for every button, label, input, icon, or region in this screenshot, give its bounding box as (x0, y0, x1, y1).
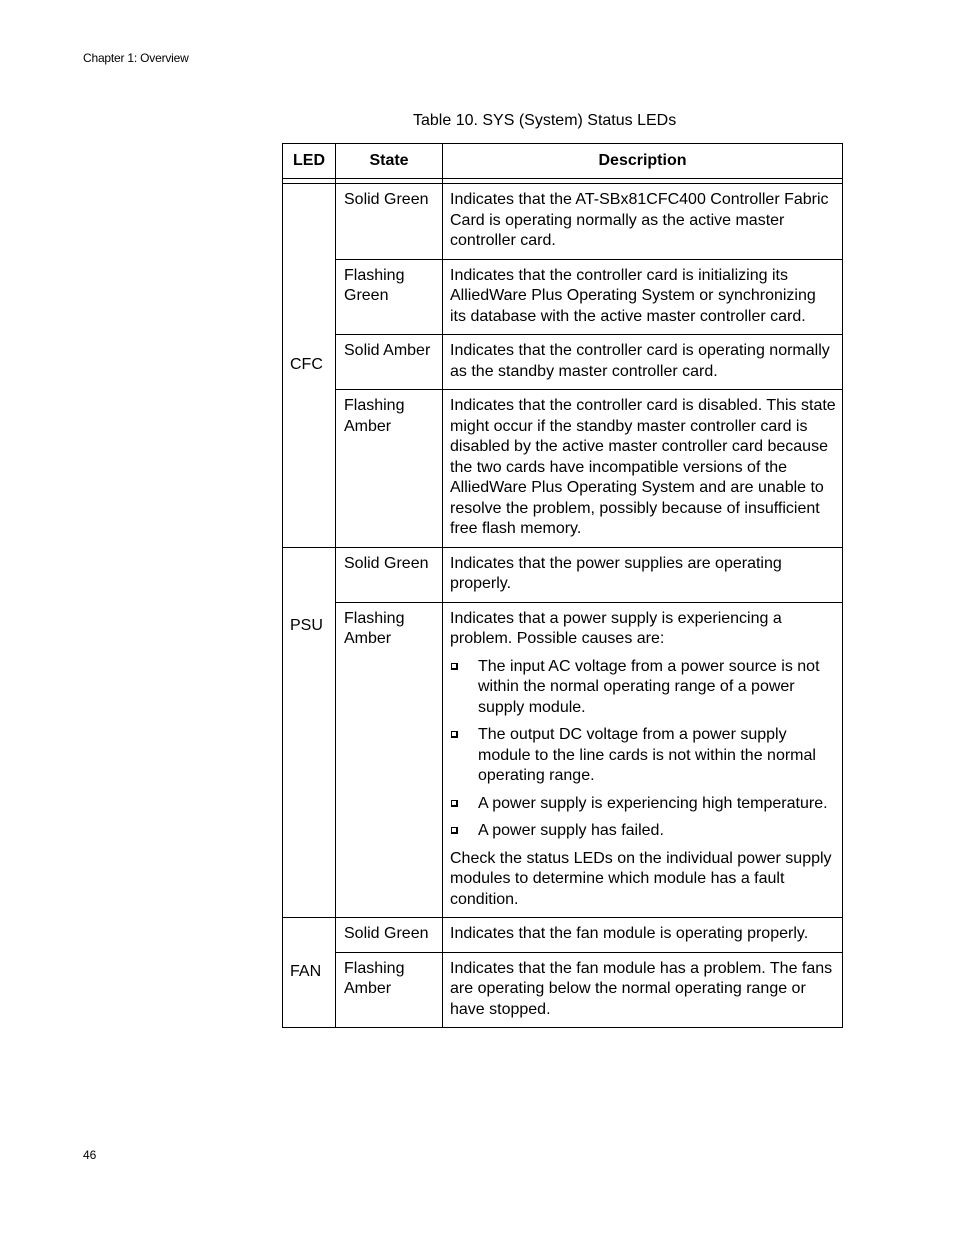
description-cell (443, 602, 843, 918)
checkbox-bullet-icon (451, 663, 458, 670)
checkbox-bullet-icon (451, 731, 458, 738)
table-row (283, 184, 843, 260)
table-row (283, 335, 843, 390)
table-row (283, 259, 843, 335)
state-cell: Flashing Amber (336, 602, 443, 918)
table-row (283, 547, 843, 602)
table-caption: Table 10. SYS (System) Status LEDs (413, 112, 677, 129)
list-item-text: The input AC voltage from a power source is not within the normal operating range of a power supply module. (478, 657, 820, 716)
table-row (283, 918, 843, 953)
description-cell: Indicates that the controller card is initializing its AlliedWare Plus Operating System or synchronizing its database with the active master controller card. (443, 259, 843, 335)
state-cell: Solid Green (336, 547, 443, 602)
state-cell: Flashing Amber (336, 390, 443, 548)
possible-causes-list (450, 657, 836, 842)
description-cell: Indicates that the power supplies are operating properly. (443, 547, 843, 602)
column-header-led: LED (283, 144, 336, 179)
sys-status-led-table (282, 143, 843, 1028)
description-intro: Indicates that a power supply is experiencing a problem. Possible causes are: (450, 609, 782, 647)
page-number: 46 (83, 1148, 97, 1162)
list-item-text: A power supply is experiencing high temperature. (478, 794, 828, 812)
state-cell: Flashing Green (336, 259, 443, 335)
list-item-text: The output DC voltage from a power supply module to the line cards is not within the normal operating range. (478, 726, 816, 784)
list-item (450, 794, 836, 815)
state-cell: Solid Green (336, 184, 443, 260)
table-row (283, 390, 843, 548)
list-item (450, 821, 836, 842)
checkbox-bullet-icon (451, 800, 458, 807)
state-cell: Solid Amber (336, 335, 443, 390)
state-cell: Solid Green (336, 918, 443, 953)
description-cell: Indicates that the controller card is operating normally as the standby master controller card. (443, 335, 843, 390)
list-item-text: A power supply has failed. (478, 822, 664, 839)
table-row (283, 602, 843, 918)
led-cell-psu: PSU (283, 547, 336, 918)
running-head: Chapter 1: Overview (83, 51, 189, 65)
column-header-state: State (336, 144, 443, 179)
column-header-description: Description (443, 144, 843, 179)
list-item (450, 725, 836, 787)
table-row (283, 952, 843, 1028)
state-cell: Flashing Amber (336, 952, 443, 1028)
description-outro: Check the status LEDs on the individual power supply modules to determine which module has a fault condition. (450, 849, 832, 908)
led-cell-fan: FAN (283, 918, 336, 1028)
table-header-row (283, 144, 843, 179)
description-cell: Indicates that the AT-SBx81CFC400 Controller Fabric Card is operating normally as the active master controller card. (443, 184, 843, 260)
led-cell-cfc: CFC (283, 184, 336, 548)
description-cell: Indicates that the fan module is operating properly. (443, 918, 843, 953)
description-cell: Indicates that the fan module has a problem. The fans are operating below the normal operating range or have stopped. (443, 952, 843, 1028)
list-item (450, 657, 836, 719)
description-cell: Indicates that the controller card is disabled. This state might occur if the standby master controller card is disabled by the active master controller card because the two cards have incompatible versions of the AlliedWare Plus Operating System and are unable to resolve the problem, possibly because of insufficient free flash memory. (443, 390, 843, 548)
checkbox-bullet-icon (451, 827, 458, 834)
